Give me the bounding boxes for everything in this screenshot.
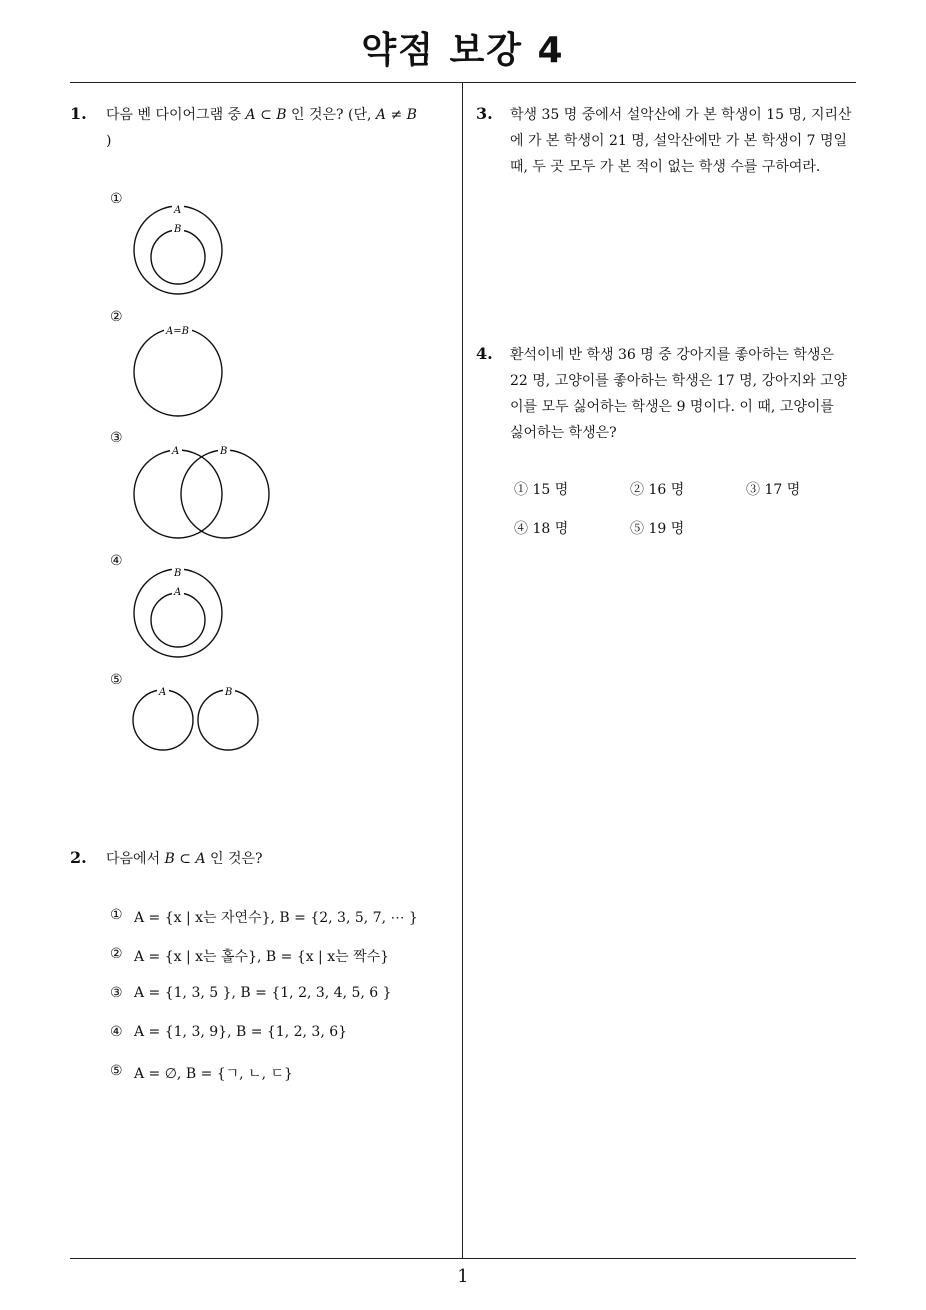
q4-choice-1: ① 15 명 [514, 482, 569, 498]
q4-line-1: 환석이네 반 학생 36 명 중 강아지를 좋아하는 학생은 [510, 347, 834, 363]
q1-option-4-marker: ④ [110, 553, 123, 569]
q4-line-4: 싫어하는 학생은? [510, 425, 617, 441]
q2-option-5-expr: A = ∅, B = {ㄱ, ㄴ, ㄷ} [134, 1066, 293, 1082]
q3-line-1: 학생 35 명 중에서 설악산에 가 본 학생이 15 명, 지리산 [510, 107, 852, 123]
q1-opt4-label-a: A [174, 587, 182, 598]
q1-number: 1. [70, 104, 87, 123]
q1-option-2-venn [130, 320, 230, 420]
q1-opt5-label-b: B [225, 687, 233, 698]
page-number: 1 [457, 1266, 469, 1287]
q4-choice-2: ② 16 명 [630, 482, 685, 498]
q1-option-3-marker: ③ [110, 430, 123, 446]
q1-option-1-venn [130, 200, 230, 300]
q1-text-mid: 인 것은? (단, [286, 107, 376, 123]
column-divider [462, 83, 463, 1258]
q2-option-3-marker: ③ [110, 985, 123, 1001]
q1-option-3-venn [130, 440, 280, 545]
q2-option-3-expr: A = {1, 3, 5 }, B = {1, 2, 3, 4, 5, 6 } [134, 985, 392, 1001]
q1-text-post: ) [106, 133, 112, 149]
q4-text [510, 342, 860, 446]
q1-option-1-marker: ① [110, 191, 123, 207]
q3-line-2: 에 가 본 학생이 21 명, 설악산에만 가 본 학생이 7 명일 [510, 133, 848, 149]
q2-text-post: 인 것은? [205, 851, 263, 867]
q3-text [510, 102, 860, 180]
q1-opt5-label-a: A [159, 687, 167, 698]
q1-option-4-venn [130, 563, 230, 663]
q2-option-4-marker: ④ [110, 1024, 123, 1040]
q1-option-2-marker: ② [110, 309, 123, 325]
q1-opt4-label-b: B [174, 568, 182, 579]
q1-opt2-label: A=B [166, 326, 189, 337]
q1-opt1-label-b: B [174, 224, 182, 235]
q1-text [106, 102, 456, 154]
q1-opt3-label-a: A [172, 446, 180, 457]
q1-opt1-label-a: A [174, 205, 182, 216]
q2-option-1-expr: A = {x | x는 자연수}, B = {2, 3, 5, 7, ⋯ } [134, 910, 418, 926]
top-rule [70, 82, 856, 83]
q2-option-2-expr: A = {x | x는 홀수}, B = {x | x는 짝수} [134, 949, 390, 965]
q1-option-5-marker: ⑤ [110, 672, 123, 688]
q2-option-1-marker: ① [110, 907, 123, 923]
q4-choice-3: ③ 17 명 [746, 482, 801, 498]
q2-text-pre: 다음에서 [106, 851, 165, 867]
q3-number: 3. [476, 104, 493, 123]
q2-number: 2. [70, 848, 87, 867]
q1-math-subset: A ⊂ B [245, 107, 287, 123]
q1-opt3-label-b: B [220, 446, 228, 457]
page-title: 약점 보강 4 [361, 30, 565, 71]
q1-option-5-venn [130, 682, 270, 757]
q1-math-noteq: A ≠ B [375, 107, 417, 123]
bottom-rule [70, 1258, 856, 1259]
q2-text [106, 846, 456, 872]
q3-line-3: 때, 두 곳 모두 가 본 적이 없는 학생 수를 구하여라. [510, 159, 821, 175]
q1-text-pre: 다음 벤 다이어그램 중 [106, 107, 246, 123]
q2-option-2-marker: ② [110, 946, 123, 962]
q2-option-5-marker: ⑤ [110, 1063, 123, 1079]
q4-choice-4: ④ 18 명 [514, 521, 569, 537]
q4-choice-5: ⑤ 19 명 [630, 521, 685, 537]
q2-math-subset: B ⊂ A [164, 851, 206, 867]
q4-line-3: 이를 모두 싫어하는 학생은 9 명이다. 이 때, 고양이를 [510, 399, 834, 415]
q4-number: 4. [476, 344, 493, 363]
q4-line-2: 22 명, 고양이를 좋아하는 학생은 17 명, 강아지와 고양 [510, 373, 848, 389]
q2-option-4-expr: A = {1, 3, 9}, B = {1, 2, 3, 6} [134, 1024, 348, 1040]
